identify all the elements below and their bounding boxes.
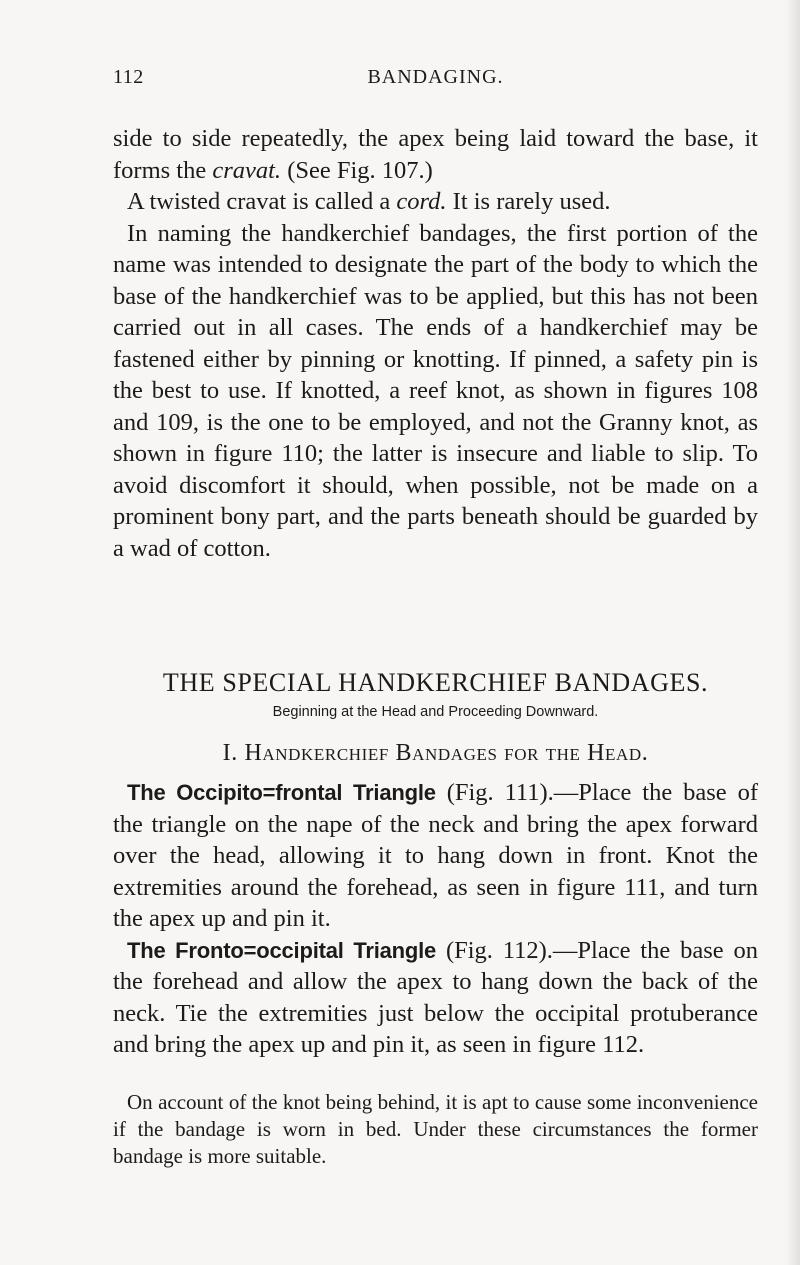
paragraph-cravat <box>113 123 758 186</box>
entry-occipito-frontal <box>113 777 758 935</box>
entry-title: The Occipito=frontal Triangle <box>127 780 436 805</box>
page-number: 112 <box>113 66 144 88</box>
book-page <box>113 66 758 1191</box>
entry-fronto-occipital <box>113 935 758 1061</box>
subsection-number: I. <box>222 740 238 766</box>
subsection-heading <box>113 740 758 767</box>
paragraph-cravat-text-b: (See Fig. 107.) <box>281 156 433 184</box>
paragraph-cord-text-a: A twisted cravat is called a <box>127 188 397 215</box>
paragraph-naming: In naming the handkerchief bandages, the first portion of the name was intended to designate the part of the body to which the base of the handkerchief was to be applied, but this has not been carried out in all cases. The ends of a handkerchief may be fastened either by pinning or knotting. If pinned, a safety pin is the best to use. If knotted, a reef knot, as shown in figures 108 and 109, is the one to be employed, and not the Granny knot, as shown in figure 110; the latter is insecure and liable to slip. To avoid discomfort it should, when possible, not be made on a prominent bony part, and the parts beneath should be guarded by a wad of cotton. <box>113 219 758 562</box>
paragraph-cord-text-b: It is rarely used. <box>446 188 611 215</box>
note-paragraph: On account of the knot being behind, it is apt to cause some inconvenience if the bandage is worn in bed. Under these circumstances the former bandage is more suitable. <box>113 1089 758 1168</box>
paragraph-cravat-text-a: side to side repeatedly, the apex being laid toward the base, it forms the <box>113 125 758 184</box>
entry-title: The Fronto=occipital Triangle <box>127 937 437 963</box>
entry-text: (Fig. 112).—Place the base on the forehead and allow the apex to hang down the back of the neck. Tie the extremities just below the occipital protuberance and bring the apex up and pin it, as seen in figure 112. <box>113 936 758 1058</box>
section-subtitle: Beginning at the Head and Proceeding Downward. <box>272 704 599 720</box>
term-cord: cord. <box>396 188 447 215</box>
paragraph-cord <box>113 186 758 218</box>
entry-text: (Fig. 111).—Place the base of the triangle on the nape of the neck and bring the apex forward over the head, allowing it to hang down in front. Knot the extremities around the forehead, as seen in figure 111, and turn the apex up and pin it. <box>113 779 758 932</box>
page-header <box>113 66 758 96</box>
running-head: BANDAGING. <box>367 66 504 88</box>
page-edge-shadow <box>786 0 800 1265</box>
section-title: THE SPECIAL HANDKERCHIEF BANDAGES. <box>162 668 709 697</box>
term-cravat: cravat. <box>212 156 282 184</box>
subsection-title: Handkerchief Bandages for the Head. <box>244 740 649 766</box>
